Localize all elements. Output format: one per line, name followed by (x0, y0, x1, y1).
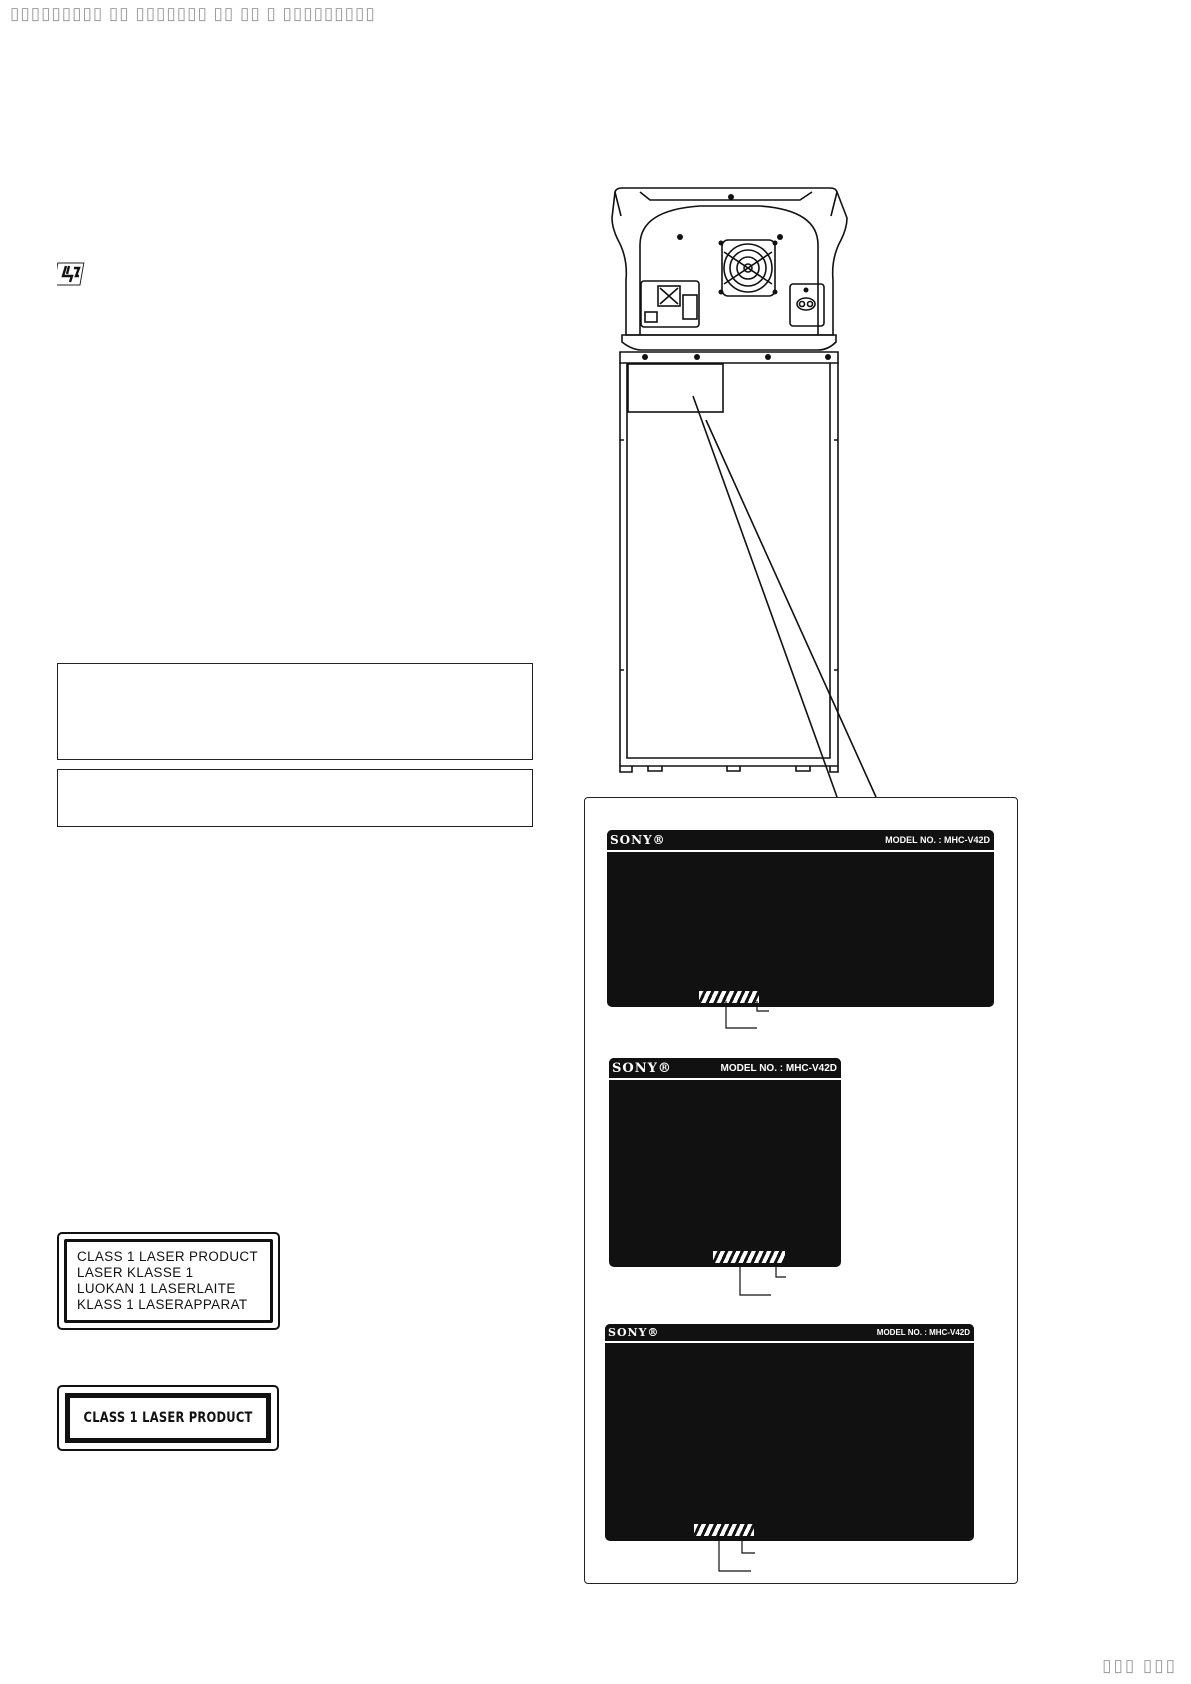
rating-label (605, 1324, 974, 1541)
model-number: MODEL NO. : MHC-V42D (876, 1328, 970, 1337)
laser-label-line: LASER KLASSE 1 (77, 1265, 194, 1280)
laser-label-text: CLASS 1 LASER PRODUCT (83, 1410, 253, 1426)
serial-stripe (694, 1524, 754, 1536)
brand-logo: SONY® (608, 1326, 660, 1339)
model-number: MODEL NO. : MHC-V42D (885, 835, 990, 845)
serial-stripe (699, 991, 759, 1003)
running-head: ▯▯▯▯▯▯▯▯▯ ▯▯ ▯▯▯▯▯▯▯ ▯▯ ▯▯ ▯ ▯▯▯▯▯▯▯▯▯ (10, 4, 376, 23)
laser-label-line: LUOKAN 1 LASERLAITE (77, 1281, 236, 1296)
rating-label (609, 1058, 841, 1267)
note-box-1 (57, 663, 533, 760)
brand-logo: SONY® (610, 833, 666, 847)
page-number: ▯▯▯ ▯▯▯ (1102, 1656, 1177, 1675)
rating-label (607, 830, 994, 1007)
note-box-2 (57, 769, 533, 827)
laser-label-line: CLASS 1 LASER PRODUCT (77, 1249, 259, 1264)
laser-label-line: KLASS 1 LASERAPPARAT (77, 1297, 248, 1312)
laser-label-multilingual (57, 1232, 280, 1330)
brand-logo: SONY® (612, 1061, 672, 1076)
laser-label-single (57, 1385, 279, 1451)
symbol-logo-icon (57, 262, 85, 286)
serial-stripe (713, 1251, 785, 1263)
model-number: MODEL NO. : MHC-V42D (720, 1063, 837, 1074)
